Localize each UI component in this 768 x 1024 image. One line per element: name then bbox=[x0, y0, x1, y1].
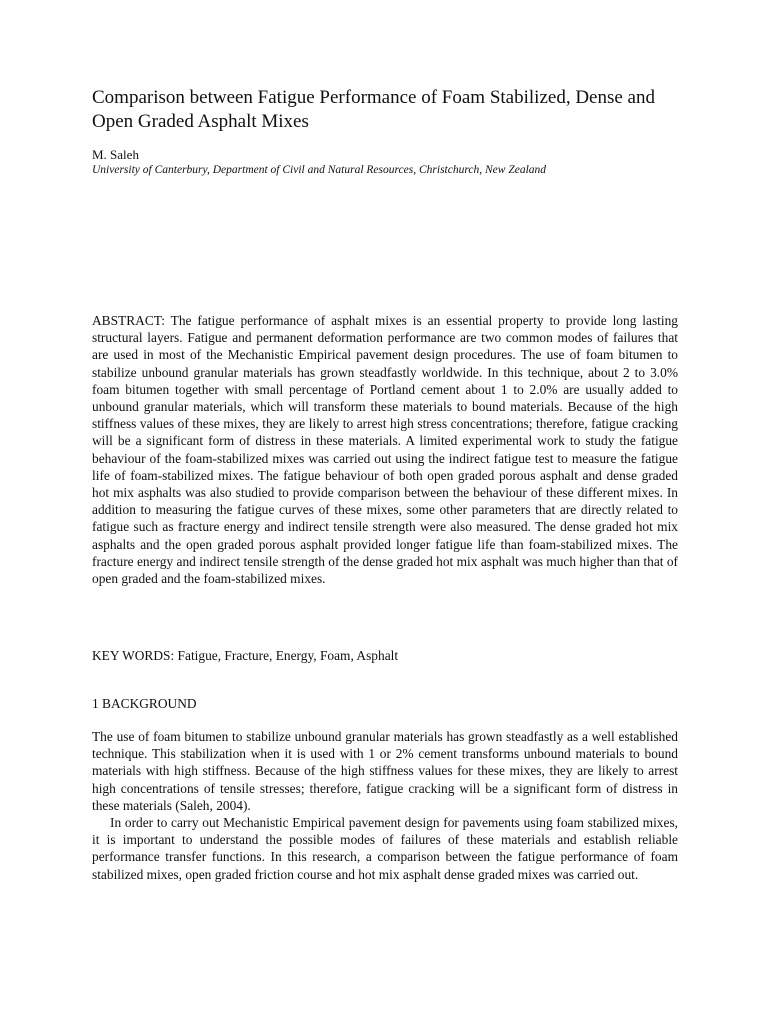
paragraph: In order to carry out Mechanistic Empirical pavement design for pavements using foam stabilized mixes, it is important to understand the possible modes of failures of these materials and establish reliable performance transfer functions. In this research, a comparison between the fatigue performance of foam stabilized mixes, open graded friction course and hot mix asphalt dense graded mixes was carried out. bbox=[92, 815, 678, 882]
abstract: ABSTRACT: The fatigue performance of asphalt mixes is an essential property to provide long lasting structural layers. Fatigue and permanent deformation performance are two common modes of failures that are used in most of the Mechanistic Empirical pavement design procedures. The use of foam bitumen to stabilize unbound granular materials has grown steadfastly worldwide. In this technique, about 2 to 3.0% foam bitumen together with small percentage of Portland cement about 1 to 2.0% are usually added to unbound granular materials, which will transform these materials to bound materials. Because of the high stiffness values of these mixes, they are likely to arrest high stress concentrations; therefore, fatigue cracking will be a significant form of distress in these materials. A limited experimental work to study the fatigue behaviour of the foam-stabilized mixes was carried out using the indirect fatigue test to measure the fatigue life of foam-stabilized mixes. The fatigue behaviour of both open graded porous asphalt and dense graded hot mix asphalts was also studied to provide comparison between the behaviour of these different mixes. In addition to measuring the fatigue curves of these mixes, some other parameters that are directly related to fatigue such as fracture energy and indirect tensile strength were also measured. The dense graded hot mix asphalts and the open graded porous asphalt provided longer fatigue life than foam-stabilized mixes. The fracture energy and indirect tensile strength of the dense graded hot mix asphalt was much higher than that of open graded and the foam-stabilized mixes. bbox=[92, 313, 678, 587]
keywords: KEY WORDS: Fatigue, Fracture, Energy, Foam, Asphalt bbox=[92, 648, 399, 663]
paragraph: The use of foam bitumen to stabilize unbound granular materials has grown steadfastly as a well established technique. This stabilization when it is used with 1 or 2% cement transforms unbound materials to bound materials with high stiffness. Because of the high stiffness values for these mixes, they are likely to arrest high concentrations of tensile stresses; therefore, fatigue cracking will be a significant form of distress in these materials (Saleh, 2004). bbox=[92, 729, 678, 813]
section-body bbox=[92, 728, 678, 883]
author-affiliation: University of Canterbury, Department of Civil and Natural Resources, Christchurch, New Zealand bbox=[92, 164, 547, 176]
section-heading-background: 1 BACKGROUND bbox=[92, 696, 197, 711]
author-name: M. Saleh bbox=[92, 147, 139, 162]
paper-title: Comparison between Fatigue Performance of Foam Stabilized, Dense and Open Graded Asphalt Mixes bbox=[92, 87, 655, 132]
